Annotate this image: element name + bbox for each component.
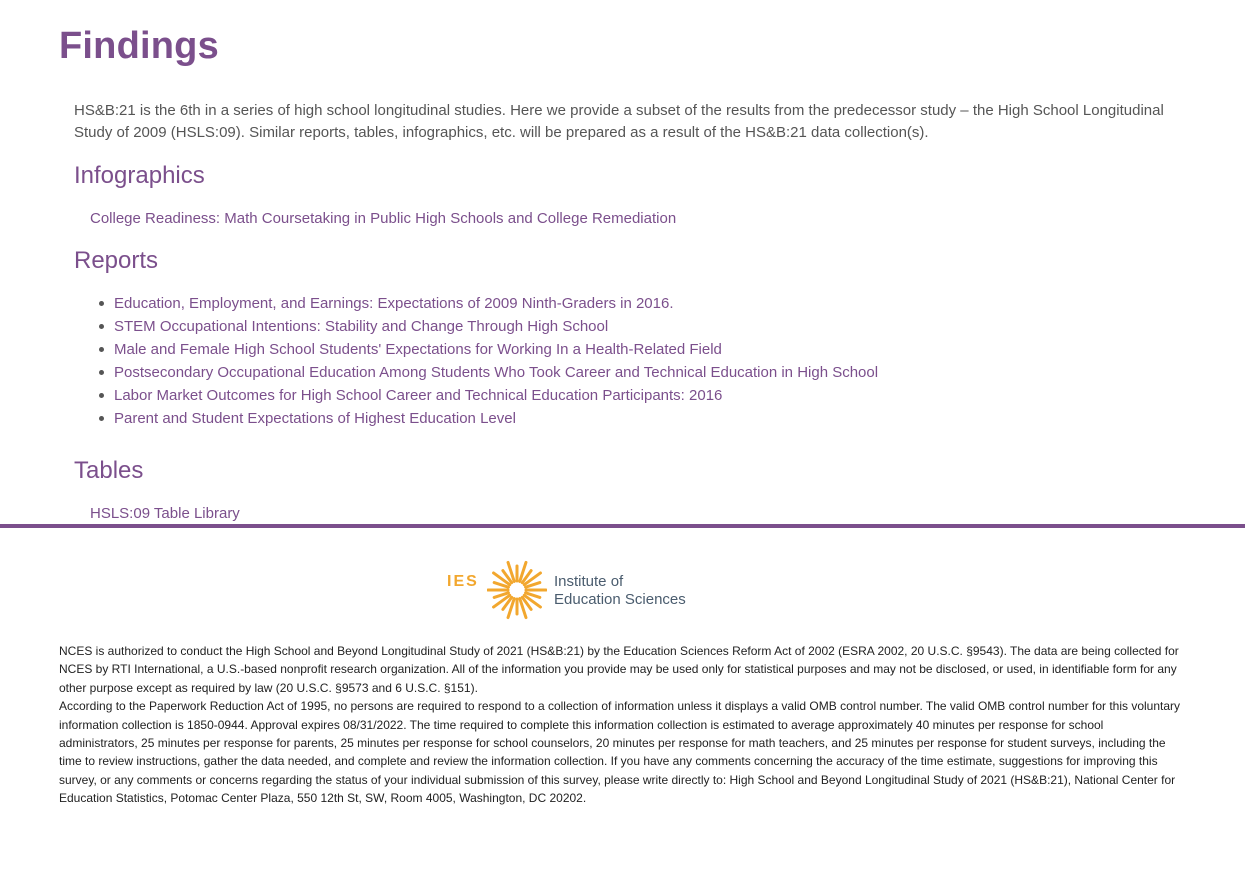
- report-link[interactable]: Postsecondary Occupational Education Among Students Who Took Career and Technical Education in High School: [114, 364, 879, 381]
- ies-logo: [447, 558, 717, 624]
- list-item: [98, 362, 878, 385]
- report-link[interactable]: STEM Occupational Intentions: Stability and Change Through High School: [114, 318, 609, 335]
- logo-line-1: Institute of: [554, 573, 624, 590]
- bullet-icon: [99, 301, 104, 306]
- list-item: [98, 385, 878, 408]
- reports-heading: Reports: [74, 247, 159, 274]
- footer-divider: [0, 524, 1245, 528]
- tables-section: [90, 504, 240, 524]
- list-item: [98, 339, 878, 362]
- table-library-link[interactable]: HSLS:09 Table Library: [90, 505, 240, 522]
- report-link[interactable]: Labor Market Outcomes for High School Career and Technical Education Participants: 2016: [114, 387, 723, 404]
- infographics-heading: Infographics: [74, 162, 205, 189]
- bullet-icon: [99, 347, 104, 352]
- bullet-icon: [99, 324, 104, 329]
- report-link[interactable]: Parent and Student Expectations of Highest Education Level: [114, 410, 516, 427]
- report-link[interactable]: Male and Female High School Students' Expectations for Working In a Health-Related Field: [114, 341, 722, 358]
- tables-heading: Tables: [74, 457, 144, 484]
- legal-notice: [59, 642, 1184, 808]
- legal-paragraph-authorization: NCES is authorized to conduct the High School and Beyond Longitudinal Study of 2021 (HS&B:21) by the Education Sciences Reform Act of 2002 (ESRA 2002, 20 U.S.C. §9543). The data are being collected for NCES by RTI International, a U.S.-based nonprofit research organization. All of the information you provide may be used only for statistical purposes and may not be disclosed, or used, in identifiable form for any other purpose except as required by law (20 U.S.C. §9573 and 6 U.S.C. §151).: [59, 644, 1179, 695]
- logo-name: [554, 573, 686, 609]
- logo-line-2: Education Sciences: [554, 591, 686, 608]
- bullet-icon: [99, 416, 104, 421]
- page-title: Findings: [59, 25, 219, 67]
- ies-abbrev: IES: [447, 573, 479, 590]
- sunburst-icon: [487, 558, 547, 622]
- list-item: [98, 293, 878, 316]
- infographics-section: [90, 209, 676, 229]
- list-item: [98, 408, 878, 431]
- bullet-icon: [99, 393, 104, 398]
- infographic-link-college-readiness[interactable]: College Readiness: Math Coursetaking in Public High Schools and College Remediation: [90, 210, 677, 227]
- report-link[interactable]: Education, Employment, and Earnings: Expectations of 2009 Ninth-Graders in 2016.: [114, 295, 674, 312]
- reports-list: [98, 293, 878, 431]
- bullet-icon: [99, 370, 104, 375]
- intro-paragraph: HS&B:21 is the 6th in a series of high school longitudinal studies. Here we provide a subset of the results from the predecessor study – the High School Longitudinal Study of 2009 (HSLS:09). Similar reports, tables, infographics, etc. will be prepared as a result of the HS&B:21 data collection(s).: [74, 102, 1164, 141]
- legal-paragraph-paperwork: According to the Paperwork Reduction Act of 1995, no persons are required to respond to a collection of information unless it displays a valid OMB control number. The valid OMB control number for this voluntary information collection is 1850-0944. Approval expires 08/31/2022. The time required to complete this information collection is estimated to average approximately 40 minutes per response for school administrators, 25 minutes per response for parents, 25 minutes per response for school counselors, 20 minutes per response for math teachers, and 25 minutes per response for student surveys, including the time to review instructions, gather the data needed, and complete and review the information collection. If you have any comments concerning the accuracy of the time estimate, suggestions for improving this survey, or any comments or concerns regarding the status of your individual submission of this survey, please write directly to: High School and Beyond Longitudinal Study of 2021 (HS&B:21), National Center for Education Statistics, Potomac Center Plaza, 550 12th St, SW, Room 4005, Washington, DC 20202.: [59, 699, 1181, 806]
- list-item: [98, 316, 878, 339]
